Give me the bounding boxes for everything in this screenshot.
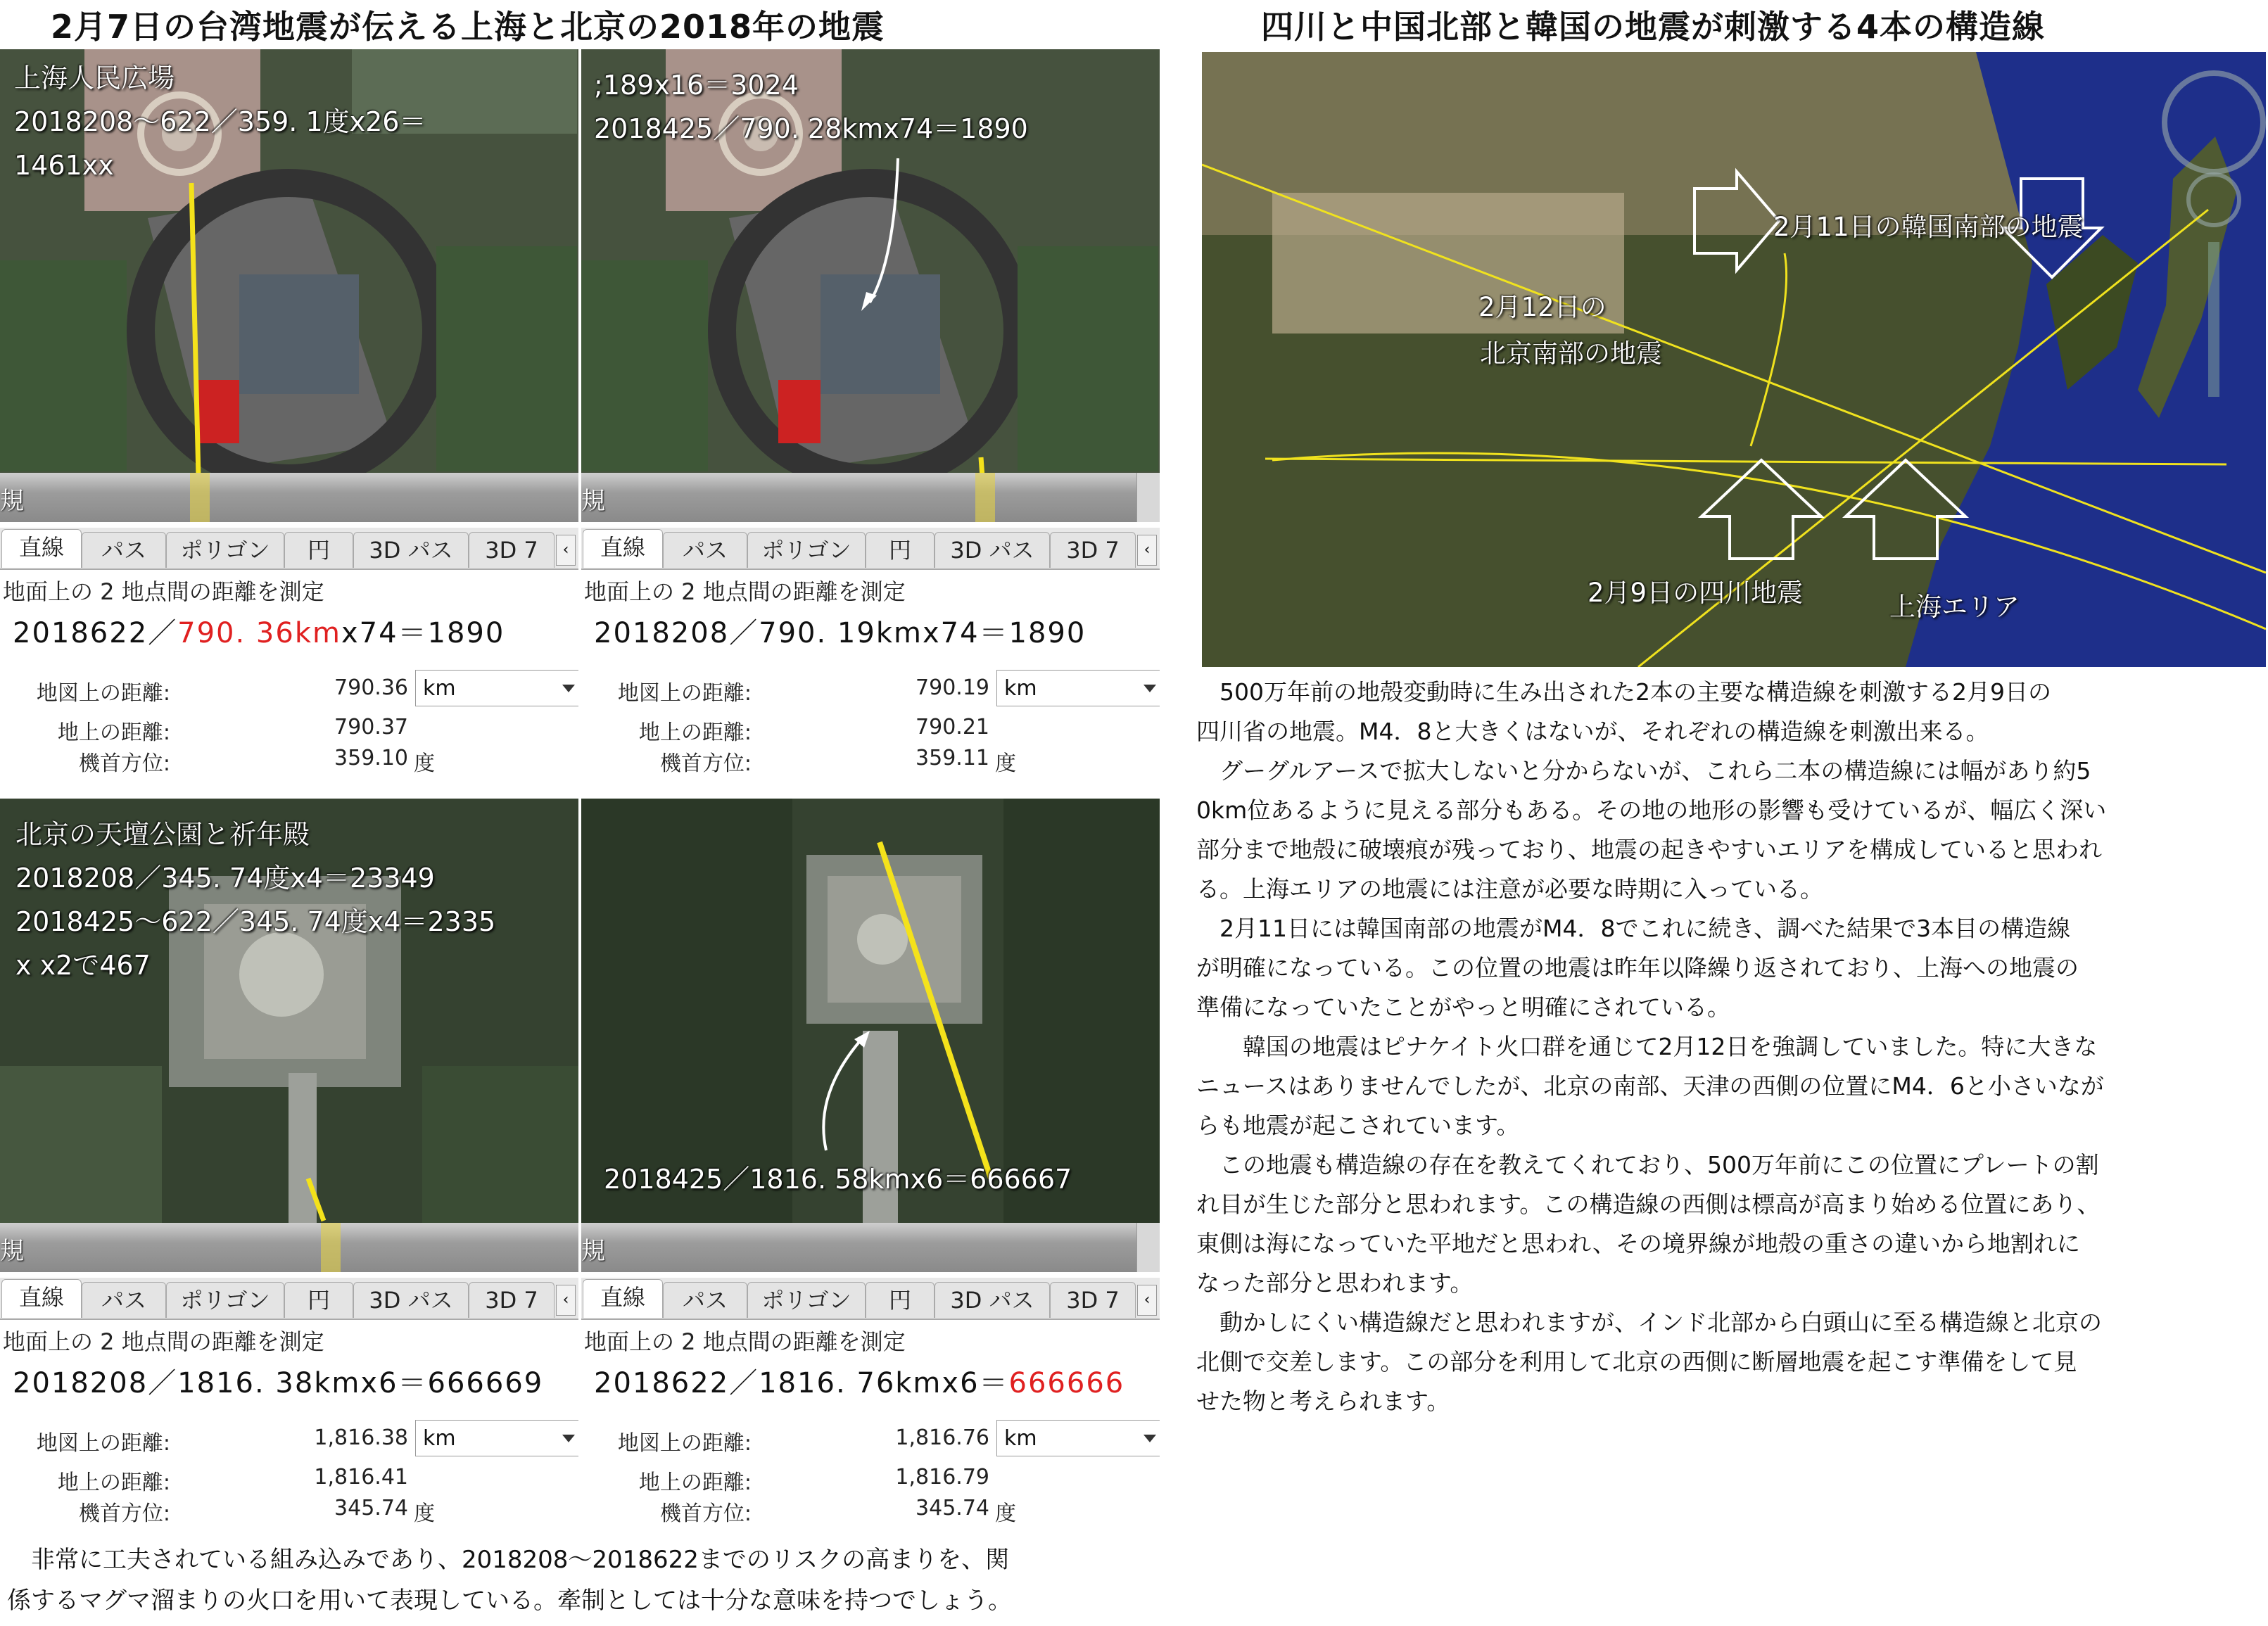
tab-3d-path[interactable]: 3D パス (353, 532, 469, 568)
paragraph-line: グーグルアースで拡大しないと分からないが、これら二本の構造線には幅があり約5 (1196, 757, 2091, 785)
tab-3d-polygon[interactable]: 3D 7 (469, 532, 555, 568)
heading-value: 359.10 (334, 746, 408, 770)
paragraph-line: 2月11日には韓国南部の地震がM4．8でこれに続き、調べた結果で3本目の構造線 (1196, 915, 2071, 942)
toolbar-strip (0, 473, 578, 522)
paragraph-line: る。上海エリアの地震には注意が必要な時期に入っている。 (1196, 875, 1823, 903)
paragraph-line: 係するマグマ溜まりの火口を用いて表現している。牽制としては十分な意味を持つでしょう。 (7, 1587, 1012, 1615)
paragraph-line: 非常に工夫されている組み込みであり、2018208～2018622までのリスクの高まりを、関 (7, 1546, 1010, 1574)
tab-3d-polygon[interactable]: 3D 7 (1050, 1282, 1136, 1318)
degree-unit: 度 (995, 1501, 1016, 1526)
right-body-text (1196, 673, 2266, 1421)
tab-path[interactable]: パス (82, 1282, 166, 1318)
paragraph-line: 東側は海になっていた平地だと思われ、その境界線が地殻の重さの違いから地割れに (1196, 1230, 2080, 1257)
tab-3d-polygon[interactable]: 3D 7 (469, 1282, 555, 1318)
map-distance-label: 地図上の距離: (617, 1431, 752, 1456)
map-label-beijing: 北京南部の地震 (1480, 338, 1662, 369)
tab-3d-path[interactable]: 3D パス (935, 1282, 1050, 1318)
overlay-text: 2018208／345. 74度x4＝23349 (15, 863, 435, 894)
tab-bar (581, 1278, 1160, 1320)
ground-distance-label: 地上の距離: (57, 720, 170, 745)
map-label-beijing: 2月12日の (1478, 292, 1607, 322)
tab-circle[interactable]: 円 (866, 532, 935, 568)
tab-circle[interactable]: 円 (284, 532, 353, 568)
measure-description: 地面上の 2 地点間の距離を測定 (3, 578, 324, 605)
tab-circle[interactable]: 円 (284, 1282, 353, 1318)
result-text: 2018208／1816. 38kmx6＝666669 (13, 1367, 544, 1399)
tab-bar (0, 528, 578, 570)
paragraph-line: 動かしにくい構造線だと思われますが、インド北部から白頭山に至る構造線と北京の (1196, 1309, 2102, 1336)
left-title: 2月7日の台湾地震が伝える上海と北京の2018年の地震 (51, 8, 885, 46)
earth-map-view[interactable] (1202, 52, 2266, 667)
unit-select[interactable]: km (415, 670, 578, 706)
tab-polygon[interactable]: ポリゴン (166, 1282, 284, 1318)
toolbar-strip (581, 1223, 1160, 1272)
paragraph-line: 部分まで地殻に破壊痕が残っており、地震の起きやすいエリアを構成していると思われ (1196, 836, 2102, 863)
map-label-korea: 2月11日の韓国南部の地震 (1773, 212, 2084, 242)
chevron-down-icon (562, 685, 575, 692)
measure-description: 地面上の 2 地点間の距離を測定 (3, 1328, 324, 1355)
map-label-shanghai: 上海エリア (1889, 592, 2020, 622)
map-distance-label: 地図上の距離: (36, 1431, 170, 1456)
overlay-text: 上海人民広場 (14, 63, 175, 94)
map-distance-value: 790.19 (916, 675, 989, 700)
heading-label: 機首方位: (78, 1501, 170, 1526)
ruler-panel-2 (581, 528, 1160, 781)
paragraph-line: 四川省の地震。M4．8と大きくはないが、それぞれの構造線を刺激出来る。 (1196, 718, 1989, 745)
tab-scroll-left-icon[interactable]: ‹ (556, 1285, 576, 1316)
paragraph-line: 北側で交差します。この部分を利用して北京の西側に断層地震を起こす準備をして見 (1196, 1348, 2077, 1376)
paragraph-line: らも地震が起こされています。 (1196, 1112, 1520, 1139)
paragraph-line: れ目が生じた部分と思われます。この構造線の西側は標高が高まり始める位置にあり、 (1196, 1190, 2101, 1218)
ruler-panel-3 (0, 1278, 578, 1538)
tab-line[interactable]: 直線 (1, 529, 82, 568)
degree-unit: 度 (414, 1501, 435, 1526)
tab-3d-path[interactable]: 3D パス (353, 1282, 469, 1318)
tab-scroll-left-icon[interactable]: ‹ (556, 535, 576, 566)
strip-label: 規 (581, 1237, 605, 1265)
tab-line[interactable]: 直線 (1, 1279, 82, 1318)
map-distance-label: 地図上の距離: (617, 681, 752, 706)
scrollbar[interactable] (1136, 473, 1160, 522)
tab-path[interactable]: パス (663, 532, 747, 568)
satellite-view-temple-of-heaven[interactable] (0, 799, 578, 1226)
strip-label: 規 (0, 487, 24, 515)
left-body-text (7, 1539, 1161, 1621)
overlay-text: ;189x16＝3024 (594, 70, 799, 101)
degree-unit: 度 (995, 751, 1016, 776)
paragraph-line: なった部分と思われます。 (1196, 1269, 1474, 1297)
tab-3d-polygon[interactable]: 3D 7 (1050, 532, 1136, 568)
map-distance-value: 1,816.76 (895, 1425, 989, 1450)
map-distance-value: 1,816.38 (314, 1425, 408, 1450)
toolbar-strip (0, 1223, 578, 1272)
right-title: 四川と中国北部と韓国の地震が刺激する4本の構造線 (1261, 8, 2046, 46)
overlay-text: 2018425／790. 28kmx74＝1890 (594, 113, 1028, 144)
measure-description: 地面上の 2 地点間の距離を測定 (584, 1328, 906, 1355)
satellite-view-shanghai[interactable] (0, 49, 578, 477)
tab-line[interactable]: 直線 (583, 529, 663, 568)
overlay-text: 2018425～622／345. 74度x4＝2335 (15, 906, 496, 937)
map-distance-label: 地図上の距離: (36, 681, 170, 706)
satellite-view-temple-of-heaven-2[interactable] (581, 799, 1160, 1226)
tab-circle[interactable]: 円 (866, 1282, 935, 1318)
ground-distance-value: 790.37 (334, 715, 408, 739)
paragraph-line: が明確になっている。この位置の地震は昨年以降繰り返されており、上海への地震の (1196, 954, 2079, 982)
scrollbar[interactable] (1136, 1223, 1160, 1272)
chevron-down-icon (562, 1435, 575, 1442)
satellite-view-shanghai-2[interactable] (581, 49, 1160, 477)
tab-scroll-left-icon[interactable]: ‹ (1137, 535, 1157, 566)
paragraph-line: この地震も構造線の存在を教えてくれており、500万年前にこの位置にプレートの割 (1196, 1151, 2099, 1179)
degree-unit: 度 (414, 751, 435, 776)
ground-distance-value: 790.21 (916, 715, 989, 739)
heading-value: 345.74 (916, 1496, 989, 1520)
tab-3d-path[interactable]: 3D パス (935, 532, 1050, 568)
tab-polygon[interactable]: ポリゴン (747, 1282, 866, 1318)
tab-path[interactable]: パス (82, 532, 166, 568)
tab-polygon[interactable]: ポリゴン (747, 532, 866, 568)
unit-select[interactable]: km (996, 670, 1160, 706)
heading-value: 359.11 (916, 746, 989, 770)
map-distance-value: 790.36 (334, 675, 408, 700)
tab-path[interactable]: パス (663, 1282, 747, 1318)
result-text: 2018622／1816. 76kmx6＝666666 (594, 1367, 1125, 1399)
tab-bar (581, 528, 1160, 570)
chevron-down-icon (1143, 1435, 1156, 1442)
paragraph-line: 準備になっていたことがやっと明確にされている。 (1196, 993, 1730, 1021)
paragraph-line: 0km位あるように見える部分もある。その地の地形の影響も受けているが、幅広く深い (1196, 796, 2107, 824)
strip-label: 規 (0, 1237, 24, 1265)
ruler-panel-1 (0, 528, 578, 781)
tab-bar (0, 1278, 578, 1320)
heading-value: 345.74 (334, 1496, 408, 1520)
ground-distance-label: 地上の距離: (57, 1471, 170, 1495)
overlay-text: x x2で467 (15, 950, 151, 981)
toolbar-strip (581, 473, 1160, 522)
tab-line[interactable]: 直線 (583, 1279, 663, 1318)
strip-label: 規 (581, 487, 605, 515)
unit-select[interactable]: km (415, 1420, 578, 1456)
paragraph-line: 500万年前の地殻変動時に生み出された2本の主要な構造線を刺激する2月9日の (1196, 678, 2051, 706)
paragraph-line: ニュースはありませんでしたが、北京の南部、天津の西側の位置にM4．6と小さいなが (1196, 1072, 2104, 1100)
map-label-sichuan: 2月9日の四川地震 (1588, 578, 1804, 608)
ground-distance-label: 地上の距離: (638, 720, 752, 745)
paragraph-line: せた物と考えられます。 (1196, 1387, 1450, 1415)
overlay-text: 2018208～622／359. 1度x26＝ (14, 106, 426, 137)
tab-scroll-left-icon[interactable]: ‹ (1137, 1285, 1157, 1316)
ground-distance-value: 1,816.79 (895, 1465, 989, 1490)
result-text: 2018208／790. 19kmx74＝1890 (594, 617, 1087, 649)
overlay-text: 1461xx (14, 150, 114, 181)
overlay-text: 2018425／1816. 58kmx6＝666667 (604, 1164, 1072, 1195)
chevron-down-icon (1143, 685, 1156, 692)
heading-label: 機首方位: (78, 751, 170, 776)
ground-distance-label: 地上の距離: (638, 1471, 752, 1495)
paragraph-line: 韓国の地震はピナケイト火口群を通じて2月12日を強調していました。特に大きな (1196, 1033, 2098, 1060)
heading-label: 機首方位: (659, 751, 752, 776)
ground-distance-value: 1,816.41 (314, 1465, 408, 1490)
unit-select[interactable]: km (996, 1420, 1160, 1456)
ruler-panel-4 (581, 1278, 1160, 1538)
measure-description: 地面上の 2 地点間の距離を測定 (584, 578, 906, 605)
tab-polygon[interactable]: ポリゴン (166, 532, 284, 568)
overlay-text: 北京の天壇公園と祈年殿 (15, 819, 310, 850)
result-text: 2018622／790. 36kmx74＝1890 (13, 617, 505, 649)
heading-label: 機首方位: (659, 1501, 752, 1526)
